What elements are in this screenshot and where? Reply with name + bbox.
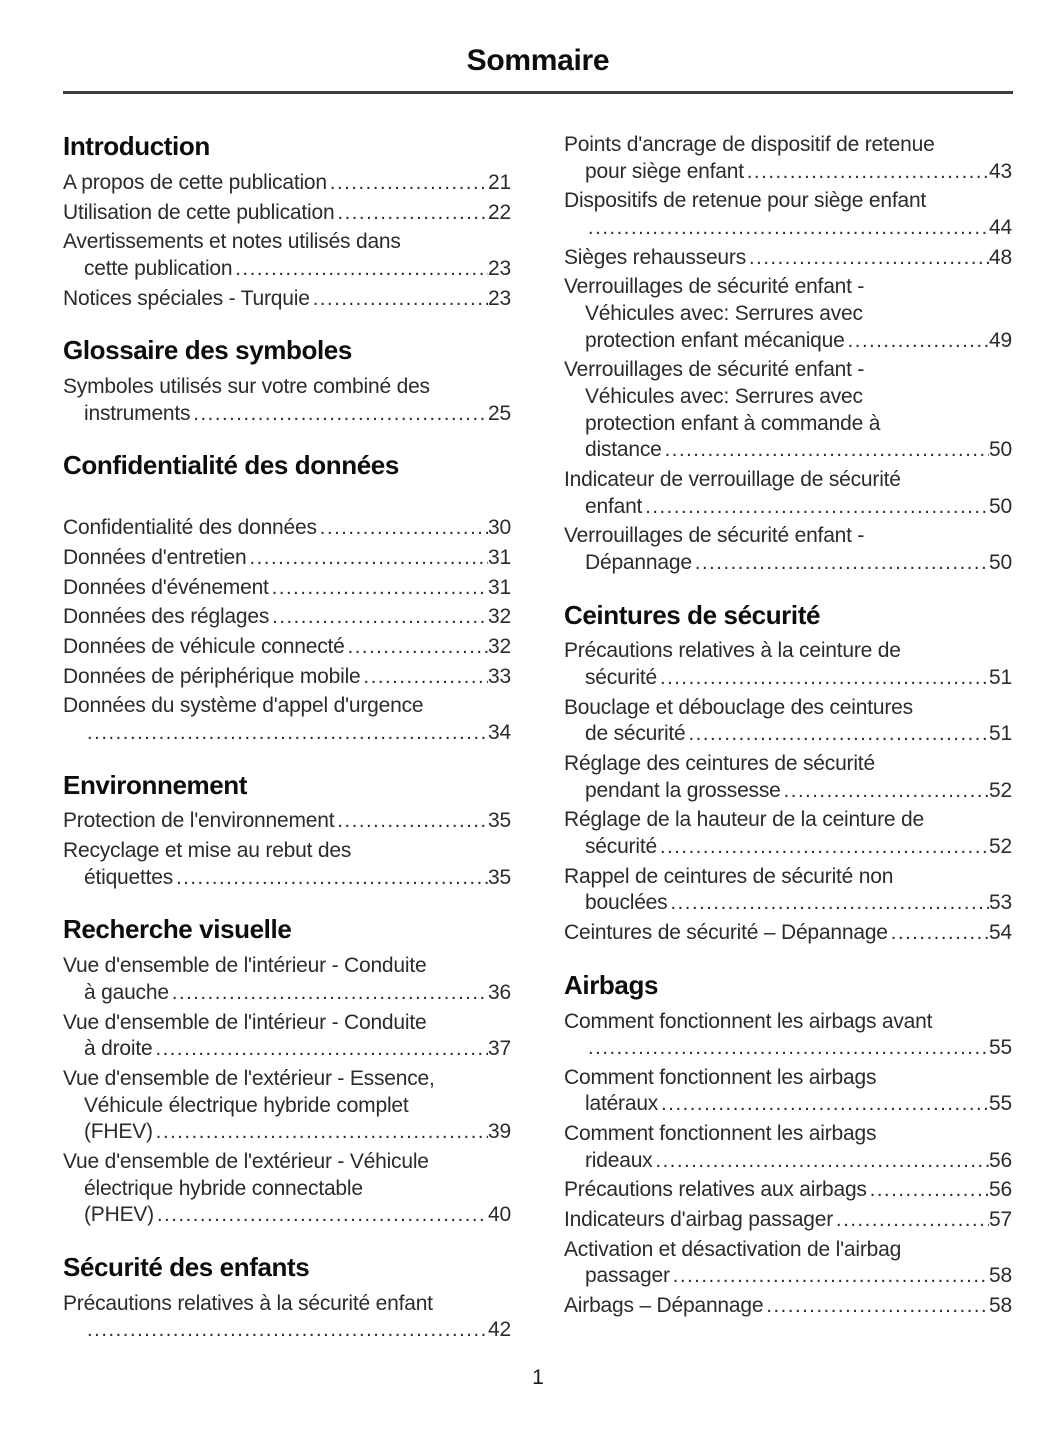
entry-last-line xyxy=(564,328,1012,355)
entry-page-number: 51 xyxy=(989,666,1012,690)
entry-line: A propos de cette publication xyxy=(63,170,327,194)
entry-page-number: 52 xyxy=(989,778,1012,802)
toc-section xyxy=(63,915,511,1228)
entry-line: distance xyxy=(585,438,662,462)
entry-line: Airbags – Dépannage xyxy=(564,1294,764,1318)
entry-page-number: 53 xyxy=(989,891,1012,915)
entry-last-line xyxy=(63,1036,511,1063)
footer-page-number: 1 xyxy=(532,1366,544,1389)
entry-line: Confidentialité des données xyxy=(63,516,317,540)
entry-line: protection enfant mécanique xyxy=(585,328,845,352)
entry-last-line xyxy=(63,604,511,631)
entry-last-line xyxy=(564,1035,1012,1062)
toc-entry[interactable] xyxy=(564,638,1012,691)
entry-page-number: 43 xyxy=(989,159,1012,183)
entry-last-line xyxy=(564,1293,1012,1320)
toc-entry[interactable] xyxy=(564,1293,1012,1320)
entry-last-line xyxy=(564,1263,1012,1290)
entry-line: à gauche xyxy=(84,980,169,1004)
dot-leader xyxy=(320,515,488,542)
entry-last-line xyxy=(63,286,511,313)
entry-line: rideaux xyxy=(585,1148,653,1172)
entry-page-number: 58 xyxy=(989,1264,1012,1288)
dot-leader xyxy=(645,494,989,521)
entry-line: Comment fonctionnent les airbags avant xyxy=(564,1009,933,1033)
toc-entry[interactable] xyxy=(564,245,1012,272)
entry-last-line xyxy=(63,256,511,283)
toc-entry[interactable] xyxy=(564,357,1012,464)
entry-last-line xyxy=(564,834,1012,861)
entry-line: Vue d'ensemble de l'intérieur - Conduite xyxy=(63,1010,427,1034)
section-heading: Sécurité des enfants xyxy=(63,1251,310,1282)
toc-entry[interactable] xyxy=(564,1237,1012,1290)
entry-last-line xyxy=(564,665,1012,692)
entry-last-line xyxy=(564,494,1012,521)
entry-page-number: 39 xyxy=(488,1120,511,1144)
entry-last-line xyxy=(63,1317,511,1344)
toc-entry[interactable] xyxy=(564,920,1012,947)
entry-line: Données d'entretien xyxy=(63,545,247,569)
toc-entry[interactable] xyxy=(63,1291,511,1344)
toc-entry[interactable] xyxy=(564,274,1012,354)
entry-line: Protection de l'environnement xyxy=(63,809,335,833)
entry-line: Sièges rehausseurs xyxy=(564,245,747,269)
dot-leader xyxy=(660,834,989,861)
dot-leader xyxy=(661,1091,989,1118)
entry-page-number: 44 xyxy=(989,215,1012,239)
entry-line: Réglage de la hauteur de la ceinture de xyxy=(564,808,924,832)
entry-page-number: 56 xyxy=(989,1148,1012,1172)
entry-last-line xyxy=(63,634,511,661)
entry-page-number: 51 xyxy=(989,722,1012,746)
entry-line: Verrouillages de sécurité enfant - xyxy=(564,275,865,299)
entry-page-number: 48 xyxy=(989,245,1012,269)
entry-last-line xyxy=(63,664,511,691)
entry-line: Véhicules avec: Serrures avec xyxy=(585,301,863,325)
dot-leader xyxy=(87,1317,488,1344)
entry-line: Précautions relatives à la sécurité enfant xyxy=(63,1291,433,1315)
entry-last-line xyxy=(564,245,1012,272)
entry-last-line xyxy=(63,170,511,197)
entry-page-number: 35 xyxy=(488,809,511,833)
entry-last-line xyxy=(63,980,511,1007)
entry-line: Données d'événement xyxy=(63,575,269,599)
toc-section xyxy=(564,601,1012,947)
toc-entry[interactable] xyxy=(63,1149,511,1229)
entry-last-line xyxy=(564,890,1012,917)
entry-line: Avertissements et notes utilisés dans xyxy=(63,230,401,254)
dot-leader xyxy=(665,437,989,464)
toc-entry[interactable] xyxy=(63,838,511,891)
entry-page-number: 34 xyxy=(488,720,511,744)
entry-line: passager xyxy=(585,1264,670,1288)
dot-leader xyxy=(337,808,488,835)
entry-page-number: 37 xyxy=(488,1037,511,1061)
toc-entry[interactable] xyxy=(63,604,511,631)
entry-last-line xyxy=(564,1091,1012,1118)
entry-last-line xyxy=(63,200,511,227)
entry-page-number: 36 xyxy=(488,980,511,1004)
entry-line: Dispositifs de retenue pour siège enfant xyxy=(564,189,927,213)
entry-page-number: 50 xyxy=(989,550,1012,574)
dot-leader xyxy=(87,720,488,747)
dot-leader xyxy=(156,1119,488,1146)
toc-entry[interactable] xyxy=(564,864,1012,917)
entry-line: à droite xyxy=(84,1037,153,1061)
toc-entry[interactable] xyxy=(63,634,511,661)
entry-last-line xyxy=(63,865,511,892)
entry-line: Réglage des ceintures de sécurité xyxy=(564,752,875,776)
dot-leader xyxy=(155,1036,488,1063)
entry-last-line xyxy=(564,1207,1012,1234)
toc-section xyxy=(63,771,511,892)
entry-page-number: 32 xyxy=(488,634,511,658)
toc-entry[interactable] xyxy=(63,953,511,1006)
entry-last-line xyxy=(63,1202,511,1229)
title-rule xyxy=(63,91,1013,94)
entry-line: sécurité xyxy=(585,666,657,690)
dot-leader xyxy=(655,1148,989,1175)
entry-line: Précautions relatives à la ceinture de xyxy=(564,639,901,663)
entry-page-number: 56 xyxy=(989,1178,1012,1202)
entry-line: Utilisation de cette publication xyxy=(63,200,335,224)
entry-last-line xyxy=(63,575,511,602)
entry-page-number: 31 xyxy=(488,575,511,599)
entry-page-number: 57 xyxy=(989,1208,1012,1232)
entry-line: Symboles utilisés sur votre combiné des xyxy=(63,375,430,399)
dot-leader xyxy=(870,1177,989,1204)
entry-line: Données de véhicule connecté xyxy=(63,634,345,658)
entry-last-line xyxy=(564,920,1012,947)
entry-line: électrique hybride connectable xyxy=(84,1176,363,1200)
dot-leader xyxy=(250,545,489,572)
entry-page-number: 31 xyxy=(488,545,511,569)
entry-line: pour siège enfant xyxy=(585,159,744,183)
toc-entry[interactable] xyxy=(564,188,1012,241)
toc-entry[interactable] xyxy=(564,467,1012,520)
entry-page-number: 58 xyxy=(989,1294,1012,1318)
entry-line: enfant xyxy=(585,494,643,518)
dot-leader xyxy=(588,1035,989,1062)
dot-leader xyxy=(172,980,488,1007)
dot-leader xyxy=(747,159,989,186)
dot-leader xyxy=(313,286,488,313)
entry-line: Verrouillages de sécurité enfant - xyxy=(564,358,865,382)
toc-entry[interactable] xyxy=(564,1121,1012,1174)
entry-line: Bouclage et débouclage des ceintures xyxy=(564,695,913,719)
dot-leader xyxy=(157,1202,488,1229)
entry-line: Notices spéciales - Turquie xyxy=(63,286,310,310)
entry-last-line xyxy=(63,515,511,542)
entry-line: cette publication xyxy=(84,256,233,280)
entry-line: (FHEV) xyxy=(84,1120,153,1144)
toc-entry[interactable] xyxy=(63,286,511,313)
entry-last-line xyxy=(564,778,1012,805)
entry-last-line xyxy=(564,1177,1012,1204)
entry-page-number: 30 xyxy=(488,516,511,540)
entry-line: Activation et désactivation de l'airbag xyxy=(564,1237,902,1261)
entry-page-number: 40 xyxy=(488,1203,511,1227)
section-heading: Ceintures de sécurité xyxy=(564,599,821,630)
entry-line: instruments xyxy=(84,401,191,425)
entry-line: protection enfant à commande à xyxy=(585,411,881,435)
entry-line: Indicateurs d'airbag passager xyxy=(564,1208,834,1232)
toc-entry[interactable] xyxy=(63,1066,511,1146)
entry-last-line xyxy=(63,1119,511,1146)
entry-page-number: 50 xyxy=(989,438,1012,462)
entry-page-number: 54 xyxy=(989,920,1012,944)
entry-line: Verrouillages de sécurité enfant - xyxy=(564,524,865,548)
dot-leader xyxy=(670,890,989,917)
entry-last-line xyxy=(564,215,1012,242)
entry-page-number: 25 xyxy=(488,401,511,425)
entry-page-number: 21 xyxy=(488,170,511,194)
dot-leader xyxy=(176,865,488,892)
dot-leader xyxy=(272,604,488,631)
dot-leader xyxy=(836,1207,989,1234)
dot-leader xyxy=(749,245,989,272)
toc-column-left xyxy=(63,132,511,1347)
toc-entry[interactable] xyxy=(63,515,511,542)
toc-section xyxy=(564,971,1012,1320)
entry-last-line xyxy=(63,808,511,835)
section-heading: Airbags xyxy=(564,969,659,1000)
dot-leader xyxy=(330,170,488,197)
toc-entry[interactable] xyxy=(63,693,511,746)
toc-section xyxy=(63,451,511,746)
entry-line: Véhicule électrique hybride complet xyxy=(84,1093,409,1117)
toc-entry[interactable] xyxy=(63,545,511,572)
entry-page-number: 52 xyxy=(989,834,1012,858)
entry-line: Indicateur de verrouillage de sécurité xyxy=(564,467,901,491)
entry-last-line xyxy=(564,550,1012,577)
toc-columns xyxy=(63,132,1013,1347)
entry-last-line xyxy=(63,401,511,428)
toc-entry[interactable] xyxy=(564,695,1012,748)
toc-column-right xyxy=(564,132,1012,1347)
dot-leader xyxy=(766,1293,989,1320)
entry-line: bouclées xyxy=(585,891,668,915)
entry-page-number: 42 xyxy=(488,1318,511,1342)
entry-line: Rappel de ceintures de sécurité non xyxy=(564,864,894,888)
entry-line: de sécurité xyxy=(585,722,686,746)
dot-leader xyxy=(272,575,488,602)
toc-entry[interactable] xyxy=(63,170,511,197)
entry-line: Dépannage xyxy=(585,550,692,574)
entry-page-number: 35 xyxy=(488,865,511,889)
entry-line: Comment fonctionnent les airbags xyxy=(564,1122,877,1146)
entry-line: Ceintures de sécurité – Dépannage xyxy=(564,920,888,944)
entry-last-line xyxy=(564,1148,1012,1175)
toc-entry[interactable] xyxy=(63,575,511,602)
toc-entry[interactable] xyxy=(564,1207,1012,1234)
dot-leader xyxy=(193,401,488,428)
entry-page-number: 50 xyxy=(989,494,1012,518)
entry-page-number: 23 xyxy=(488,256,511,280)
section-heading: Confidentialité des données xyxy=(63,450,399,481)
entry-page-number: 49 xyxy=(989,328,1012,352)
entry-page-number: 32 xyxy=(488,605,511,629)
entry-line: sécurité xyxy=(585,834,657,858)
section-heading: Introduction xyxy=(63,131,210,161)
entry-line: Comment fonctionnent les airbags xyxy=(564,1065,877,1089)
toc-entry[interactable] xyxy=(63,200,511,227)
entry-page-number: 55 xyxy=(989,1092,1012,1116)
entry-line: Points d'ancrage de dispositif de retenue xyxy=(564,133,935,156)
dot-leader xyxy=(695,550,989,577)
entry-line: (PHEV) xyxy=(84,1203,154,1227)
entry-last-line xyxy=(564,159,1012,186)
toc-entry[interactable] xyxy=(63,374,511,427)
toc-entry[interactable] xyxy=(564,523,1012,576)
toc-entry[interactable] xyxy=(564,1009,1012,1062)
entry-line: étiquettes xyxy=(84,865,174,889)
entry-line: latéraux xyxy=(585,1092,659,1116)
entry-last-line xyxy=(63,720,511,747)
entry-last-line xyxy=(564,721,1012,748)
toc-entry[interactable] xyxy=(564,807,1012,860)
entry-line: Vue d'ensemble de l'extérieur - Essence, xyxy=(63,1066,435,1090)
dot-leader xyxy=(689,721,990,748)
dot-leader xyxy=(588,215,989,242)
section-heading: Environnement xyxy=(63,769,248,800)
entry-line: Recyclage et mise au rebut des xyxy=(63,839,352,863)
dot-leader xyxy=(848,328,989,355)
toc-entry[interactable] xyxy=(63,229,511,282)
toc-section xyxy=(63,336,511,427)
entry-line: Précautions relatives aux airbags xyxy=(564,1178,867,1202)
entry-page-number: 23 xyxy=(488,286,511,310)
entry-line: pendant la grossesse xyxy=(585,778,781,802)
dot-leader xyxy=(784,778,989,805)
dot-leader xyxy=(891,920,989,947)
entry-last-line xyxy=(564,437,1012,464)
toc-entry[interactable] xyxy=(63,808,511,835)
section-heading: Recherche visuelle xyxy=(63,914,292,945)
dot-leader xyxy=(660,665,989,692)
entry-line: Vue d'ensemble de l'intérieur - Conduite xyxy=(63,954,427,978)
toc-entry[interactable] xyxy=(564,1065,1012,1118)
toc-entry[interactable] xyxy=(564,132,1012,185)
entry-page-number: 55 xyxy=(989,1036,1012,1060)
entry-line: Véhicules avec: Serrures avec xyxy=(585,384,863,408)
entry-line: Données de périphérique mobile xyxy=(63,664,361,688)
page-title: Sommaire xyxy=(466,44,610,77)
dot-leader xyxy=(235,256,488,283)
section-heading: Glossaire des symboles xyxy=(63,335,352,366)
entry-line: Données des réglages xyxy=(63,605,270,629)
dot-leader xyxy=(364,664,488,691)
toc-section xyxy=(63,1253,511,1344)
toc-section xyxy=(564,132,1012,577)
dot-leader xyxy=(348,634,488,661)
entry-line: Données du système d'appel d'urgence xyxy=(63,694,424,718)
dot-leader xyxy=(673,1263,989,1290)
entry-page-number: 33 xyxy=(488,664,511,688)
dot-leader xyxy=(337,200,488,227)
toc-entry[interactable] xyxy=(63,1010,511,1063)
toc-entry[interactable] xyxy=(564,751,1012,804)
entry-page-number: 22 xyxy=(488,200,511,224)
toc-entry[interactable] xyxy=(63,664,511,691)
toc-section xyxy=(63,132,511,312)
entry-line: Vue d'ensemble de l'extérieur - Véhicule xyxy=(63,1149,429,1173)
entry-last-line xyxy=(63,545,511,572)
toc-entry[interactable] xyxy=(564,1177,1012,1204)
